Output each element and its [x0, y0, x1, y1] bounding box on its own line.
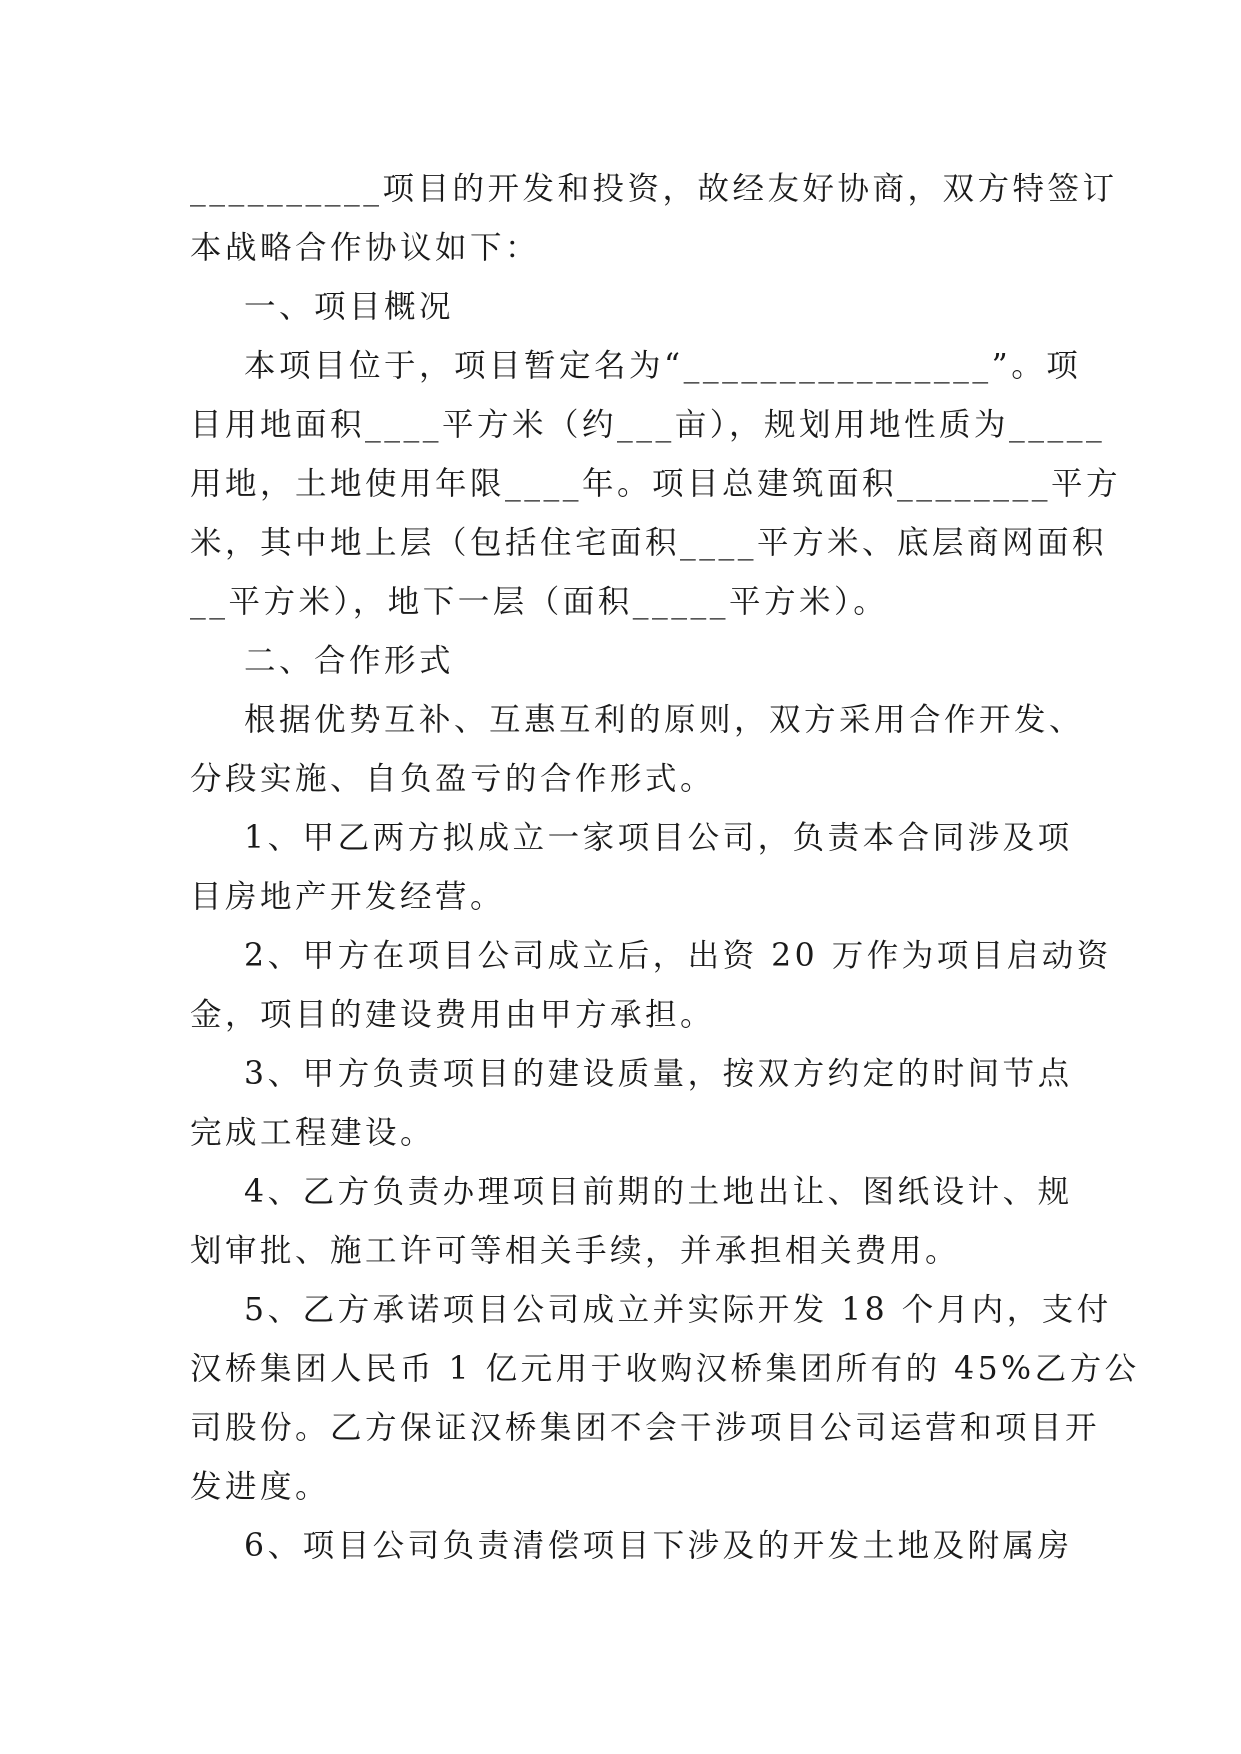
text-line: 3、甲方负责项目的建设质量，按双方约定的时间节点	[190, 1056, 1073, 1092]
text-line: 司股份。乙方保证汉桥集团不会干涉项目公司运营和项目开	[190, 1410, 1101, 1446]
document-body	[190, 160, 1140, 1576]
text-line: __平方米），地下一层（面积_____平方米）。	[190, 584, 889, 620]
text-line: 4、乙方负责办理项目前期的土地出让、图纸设计、规	[190, 1174, 1073, 1210]
section-heading: 二、合作形式	[190, 643, 455, 679]
text-line: 目用地面积____平方米（约___亩），规划用地性质为_____	[190, 407, 1106, 443]
text-line: 本项目位于，项目暂定名为“________________”。项	[190, 348, 1082, 384]
text-line: 完成工程建设。	[190, 1115, 436, 1151]
text-line: 6、项目公司负责清偿项目下涉及的开发土地及附属房	[190, 1528, 1073, 1564]
text-line: 发进度。	[190, 1469, 331, 1505]
section-heading: 一、项目概况	[190, 289, 455, 325]
text-line: 2、甲方在项目公司成立后，出资 20 万作为项目启动资	[190, 938, 1112, 974]
text-line: 本战略合作协议如下：	[190, 230, 541, 266]
text-line: 划审批、施工许可等相关手续，并承担相关费用。	[190, 1233, 961, 1269]
text-line: 分段实施、自负盈亏的合作形式。	[190, 761, 716, 797]
text-line: 根据优势互补、互惠互利的原则，双方采用合作开发、	[190, 702, 1085, 738]
text-line: 汉桥集团人民币 1 亿元用于收购汉桥集团所有的 45%乙方公	[190, 1351, 1140, 1387]
text-line: 5、乙方承诺项目公司成立并实际开发 18 个月内，支付	[190, 1292, 1112, 1328]
text-line: 1、甲乙两方拟成立一家项目公司，负责本合同涉及项	[190, 820, 1073, 856]
text-line: 米，其中地上层（包括住宅面积____平方米、底层商网面积	[190, 525, 1108, 561]
text-line: 用地，土地使用年限____年。项目总建筑面积________平方	[190, 466, 1122, 502]
text-line: 目房地产开发经营。	[190, 879, 506, 915]
text-line: __________项目的开发和投资，故经友好协商，双方特签订	[190, 171, 1118, 207]
text-line: 金，项目的建设费用由甲方承担。	[190, 997, 716, 1033]
